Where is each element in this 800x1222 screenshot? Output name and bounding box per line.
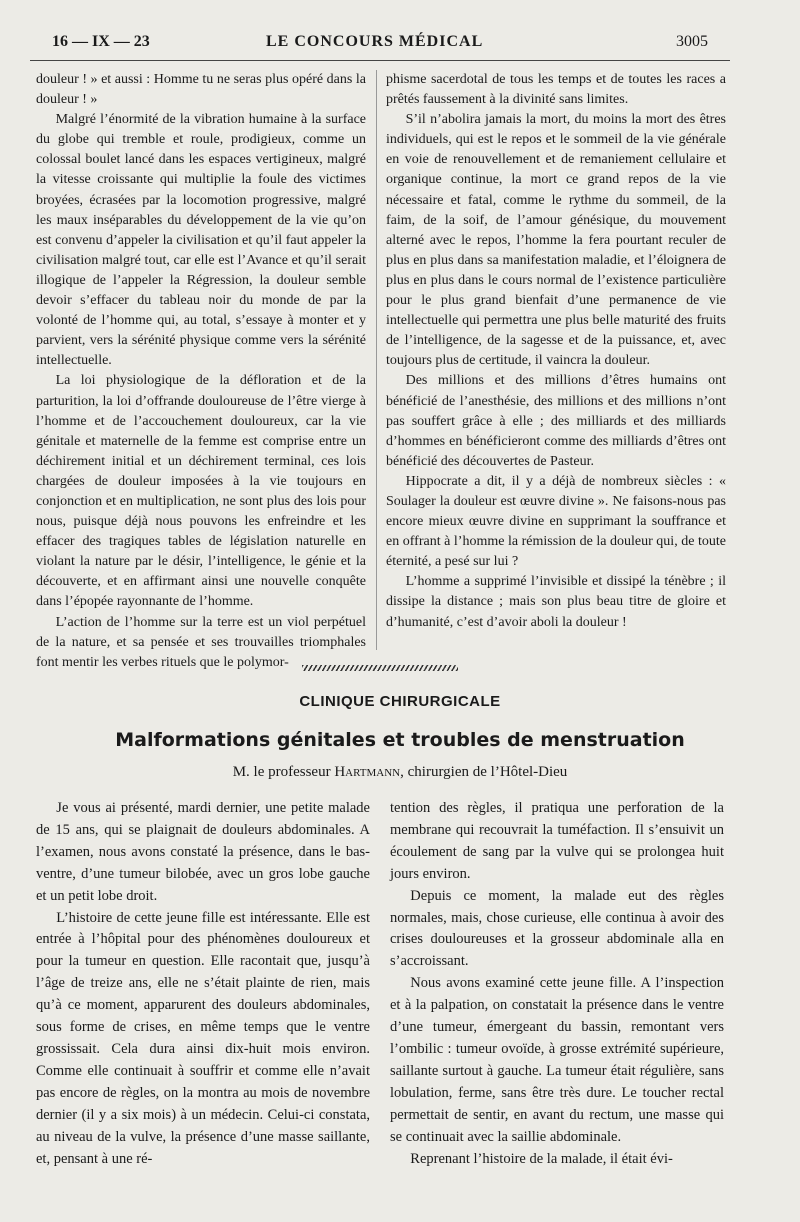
bottom-right-column: [390, 798, 724, 1170]
top-left-column: [36, 70, 366, 673]
header-rule: [30, 60, 730, 61]
paragraph: Depuis ce moment, la malade eut des règles normales, mais, chose curieuse, elle continua à avoir des crises douloureuses et la grosseur abdominale alla en s’accroissant.: [390, 887, 724, 970]
paragraph: La loi physiologique de la défloration et de la parturition, la loi d’offrande douloureuse de l’être vierge à l’homme et de l’accouchement douloureux, car la vie génitale et maternelle de la femme est comprise entre un déchirement initial et un déchirement terminal, ces lois chargées de douleur imposées à la vie toujours en conjonction et en multiplication, ne sont plus des lois pour nous, puisque déjà nous pouvons les enfreindre et les effacer des tragiques tables de législation naturelle en violant la nature par le désir, l’intelligence, le génie et la découverte, et en affirmant ainsi une nouvelle conquête dans l’épopée rayonnante de l’homme.: [36, 373, 366, 610]
paragraph: douleur ! » et aussi : Homme tu ne seras plus opéré dans la douleur ! »: [36, 72, 366, 108]
paragraph: Malgré l’énormité de la vibration humaine à la surface du globe qui tremble et roule, prodigieux, comme un colossal boulet lancé dans les espaces vertigineux, malgré la vitesse croissante qui multiplie la foule des victimes broyées, écrasées par la locomotion progressive, malgré les maux inséparables du développement de la vie qu’on est convenu d’appeler la civilisation et qu’il faut appeler la civilisation malgré tout, car elle est l’Avance et qu’il serait illogique de l’appeler la Régression, la douleur semble devoir s’effacer du tableau noir du monde de par la volonté de l’homme qui, au total, s’essaye à monter et y parvient, vers la sérénité physique comme vers la sérénité intellectuelle.: [36, 112, 366, 369]
ornament-divider: [302, 665, 458, 671]
paragraph: tention des règles, il pratiqua une perforation de la membrane qui recouvrait la tuméfaction. Il s’ensuivit un écoulement de sang par la vulve qui se prolongea huit jours environ.: [390, 800, 724, 882]
author-name: Hartmann: [334, 764, 401, 780]
top-right-column: [386, 70, 726, 633]
paragraph: Je vous ai présenté, mardi dernier, une petite malade de 15 ans, qui se plaignait de douleurs abdominales. A l’examen, nous avons constaté la présence, dans le bas-ventre, d’une tumeur bilobée, avec un gros lobe gauche et un petit lobe droit.: [36, 800, 370, 904]
paragraph: Hippocrate a dit, il y a déjà de nombreux siècles : « Soulager la douleur est œuvre divine ». Ne faisons-nous pas encore mieux œuvre divine en supprimant la souffrance et en offrant à l’homme la rémission de la douleur qui, de toute éternité, a pesé sur lui ?: [386, 473, 726, 570]
issue-date: 16 — IX — 23: [52, 33, 150, 50]
author-line: [0, 764, 800, 781]
paragraph: L’action de l’homme sur la terre est un viol perpétuel de la nature, et sa pensée et ses trouvailles triomphales font mentir les verbes rituels que le polymor-: [36, 614, 366, 670]
paragraph: L’homme a supprimé l’invisible et dissipé la ténèbre ; il dissipe la distance ; mais son plus beau titre de gloire et d’humanité, c’est d’avoir aboli la douleur !: [386, 574, 726, 630]
paragraph: phisme sacerdotal de tous les temps et de toutes les races a prêtés faussement à la divinité sans limites.: [386, 72, 726, 108]
journal-title: LE CONCOURS MÉDICAL: [266, 33, 484, 50]
author-prefix: M. le professeur: [232, 764, 331, 780]
paragraph: Nous avons examiné cette jeune fille. A l’inspection et à la palpation, on constatait la présence dans le ventre d’une tumeur, émergeant du bassin, remontant vers l’ombilic : tumeur ovoïde, à grosse extrémité supérieure, saillante surtout à gauche. La tumeur était régulière, sans lobulation, ferme, sans être très dure. Le toucher rectal permettait de sentir, en avant du rectum, une masse qui se continuait avec la saillie abdominale.: [390, 975, 724, 1145]
paragraph: S’il n’abolira jamais la mort, du moins la mort des êtres individuels, qui est le repos et le sommeil de la vie générale en voie de renouvellement et de remaniement cellulaire et organique continue, la mort ce grand repos de la vie nécessaire et fatal, comme le rythme du sommeil, de la faim, de la soif, de l’amour génésique, du mouvement alterné avec le repos, l’homme la fera pourtant reculer de plus en plus dans sa manifestation maladie, et l’éloignera de plus en plus dans le cours normal de l’existence particulière pour le plus grand bienfait d’une permanence de vie intellectuelle qui permettra une plus belle maturité des fruits de l’intelligence, de la sagesse et de la puissance, et, avec toujours plus de certitude, il vaincra la douleur.: [386, 112, 726, 369]
column-divider: [376, 70, 377, 650]
author-suffix: , chirurgien de l’Hôtel-Dieu: [400, 764, 568, 780]
paragraph: L’histoire de cette jeune fille est intéressante. Elle est entrée à l’hôpital pour des phénomènes douloureux et pour la tumeur en question. Elle racontait que, jusqu’à l’âge de treize ans, elle ne s’était plainte de rien, mais qu’à ce moment, apparurent des douleurs abdominales, sous forme de crises, en même temps que le ventre grossissait. Cela dura ainsi dix-huit mois environ. Comme elle continuait à souffrir et comme elle n’avait pas encore de règles, on la montra au mois de novembre dernier (il y a six mois) à un médecin. Celui-ci constata, au niveau de la vulve, la présence d’une masse saillante, et, pensant à une ré-: [36, 909, 370, 1167]
article-title: Malformations génitales et troubles de menstruation: [115, 729, 685, 751]
page-number: 3005: [676, 33, 708, 50]
paragraph: Des millions et des millions d’êtres humains ont bénéficié de l’anesthésie, des millions et des millions n’ont pas souffert grâce à elle ; des milliards et des milliards d’hommes en bénéficieront comme des milliards d’êtres ont bénéficié des découvertes de Pasteur.: [386, 373, 726, 469]
section-title: CLINIQUE CHIRURGICALE: [299, 693, 501, 710]
paragraph: Reprenant l’histoire de la malade, il était évi-: [410, 1150, 673, 1167]
bottom-left-column: [36, 798, 370, 1170]
running-header: [52, 33, 708, 55]
